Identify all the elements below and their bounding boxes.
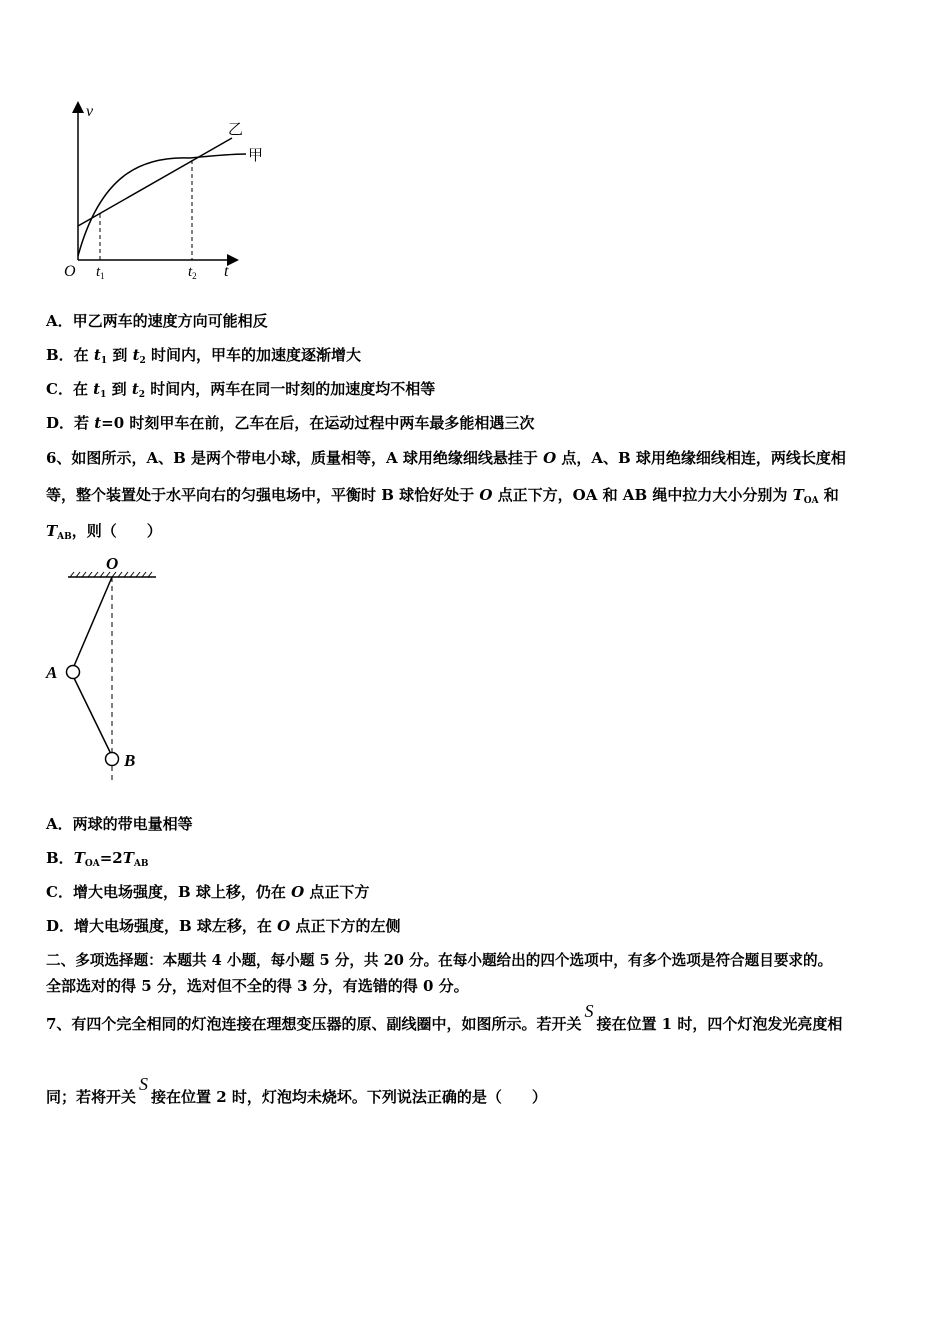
q6-b-sub2: AB xyxy=(133,859,149,869)
label-yi: 乙 xyxy=(228,122,244,138)
q5-c-sub1: 1 xyxy=(100,390,107,400)
q6-b-mid: =2 xyxy=(99,849,123,867)
origin-label: O xyxy=(64,263,76,280)
q5-d-t: t xyxy=(94,414,102,432)
q6-option-c xyxy=(46,882,369,902)
q5-d-post: =0 时刻甲车在前，乙车在后，在运动过程中两车最多能相遇三次 xyxy=(101,414,535,432)
q5-c-mid: 到 xyxy=(106,380,132,398)
q6-c-post: 点正下方 xyxy=(304,883,370,901)
label-jia: 甲 xyxy=(248,148,264,164)
q6-d-pre: D．增大电场强度，B 球左移，在 xyxy=(46,917,278,935)
ball-b xyxy=(106,753,119,766)
q5-c-t2: t xyxy=(131,380,139,398)
q6-l2-sub: OA xyxy=(803,496,819,506)
q6-option-d xyxy=(46,916,400,936)
q5-option-d xyxy=(46,413,534,433)
section2-line1: 二、多项选择题：本题共 4 小题，每小题 5 分，共 20 分。在每小题给出的四个选项中，有多个选项是符合题目要求的。 xyxy=(46,952,833,969)
q5-b-post: 时间内，甲车的加速度逐渐增大 xyxy=(145,346,361,364)
label-b: B xyxy=(124,751,136,770)
q6-d-post: 点正下方的左侧 xyxy=(290,917,401,935)
q5-option-c xyxy=(46,379,435,405)
q5-c-sub2: 2 xyxy=(138,390,146,400)
q6-b-sub1: OA xyxy=(84,859,100,869)
v-axis-label: v xyxy=(86,103,94,120)
q6-l1-a: 6、如图所示，A、B 是两个带电小球，质量相等，A 球用绝缘细线悬挂于 xyxy=(46,449,544,467)
q6-l2-c: 和 xyxy=(818,486,839,504)
q7-stem-line1 xyxy=(46,1001,843,1034)
q6-b-pre: B． xyxy=(46,849,74,867)
q7-l2-s: S xyxy=(139,1074,149,1094)
q5-b-pre: B．在 xyxy=(46,346,94,364)
vt-graph xyxy=(60,96,280,286)
q7-l1-s: S xyxy=(584,1001,594,1021)
q7-l2-b: 接在位置 2 时，灯泡均未烧坏。下列说法正确的是（ ） xyxy=(151,1088,547,1106)
q5-b-sub2: 2 xyxy=(139,356,146,366)
section2-line2: 全部选对的得 5 分，选对但不全的得 3 分，有选错的得 0 分。 xyxy=(46,977,469,995)
q6-l2-o: O xyxy=(479,486,493,504)
t2-label: $t_2$ xyxy=(188,264,197,281)
q6-stem-line3 xyxy=(46,521,162,547)
q7-l1-a: 7、有四个完全相同的灯泡连接在理想变压器的原、副线圈中，如图所示。若开关 xyxy=(46,1015,582,1033)
ball-a xyxy=(67,666,80,679)
t-axis-label: t xyxy=(224,263,229,280)
q7-l2-a: 同；若将开关 xyxy=(46,1088,137,1106)
q5-c-post: 时间内，两车在同一时刻的加速度均不相等 xyxy=(145,380,436,398)
q5-d-pre: D．若 xyxy=(46,414,95,432)
q6-l1-o: O xyxy=(543,449,557,467)
q6-c-pre: C．增大电场强度，B 球上移，仍在 xyxy=(46,883,292,901)
q6-l3-sub: AB xyxy=(57,532,72,542)
string-oa xyxy=(74,577,112,666)
q6-d-o: O xyxy=(277,917,291,935)
q6-b-t2: T xyxy=(122,849,134,867)
string-ab xyxy=(74,678,110,752)
curve-jia xyxy=(78,154,246,256)
q7-stem-line2 xyxy=(46,1074,547,1107)
q6-l2-t: T xyxy=(792,486,804,504)
q5-b-mid: 到 xyxy=(107,346,133,364)
q5-b-sub1: 1 xyxy=(100,356,108,366)
q6-l3-t: T xyxy=(46,522,58,540)
q5-c-pre: C．在 xyxy=(46,380,94,398)
q6-option-b xyxy=(46,848,148,874)
q5-b-t2: t xyxy=(132,346,140,364)
line-yi xyxy=(78,138,232,226)
q5-option-b xyxy=(46,345,361,371)
q7-l1-b: 接在位置 1 时，四个灯泡发光亮度相 xyxy=(596,1015,843,1033)
q6-option-a: A．两球的带电量相等 xyxy=(46,815,193,833)
label-a: A xyxy=(46,663,58,682)
q6-stem-line1 xyxy=(46,448,846,468)
q6-b-t1: T xyxy=(73,849,85,867)
q6-stem-line2 xyxy=(46,485,839,511)
q6-l1-b: 点，A、B 球用绝缘细线相连，两线长度相 xyxy=(556,449,846,467)
q6-l3-c: ，则（ ） xyxy=(71,522,162,540)
t1-label: $t_1$ xyxy=(96,264,105,281)
q5-b-t1: t xyxy=(93,346,101,364)
label-o: O xyxy=(106,554,119,573)
pendulum-figure xyxy=(40,552,180,792)
q6-c-o: O xyxy=(291,883,305,901)
q6-l2-b: 点正下方，OA 和 AB 绳中拉力大小分别为 xyxy=(492,486,793,504)
q6-l2-a: 等，整个装置处于水平向右的匀强电场中，平衡时 B 球恰好处于 xyxy=(46,486,480,504)
q5-option-a: A．甲乙两车的速度方向可能相反 xyxy=(46,312,268,330)
q5-c-t1: t xyxy=(93,380,101,398)
